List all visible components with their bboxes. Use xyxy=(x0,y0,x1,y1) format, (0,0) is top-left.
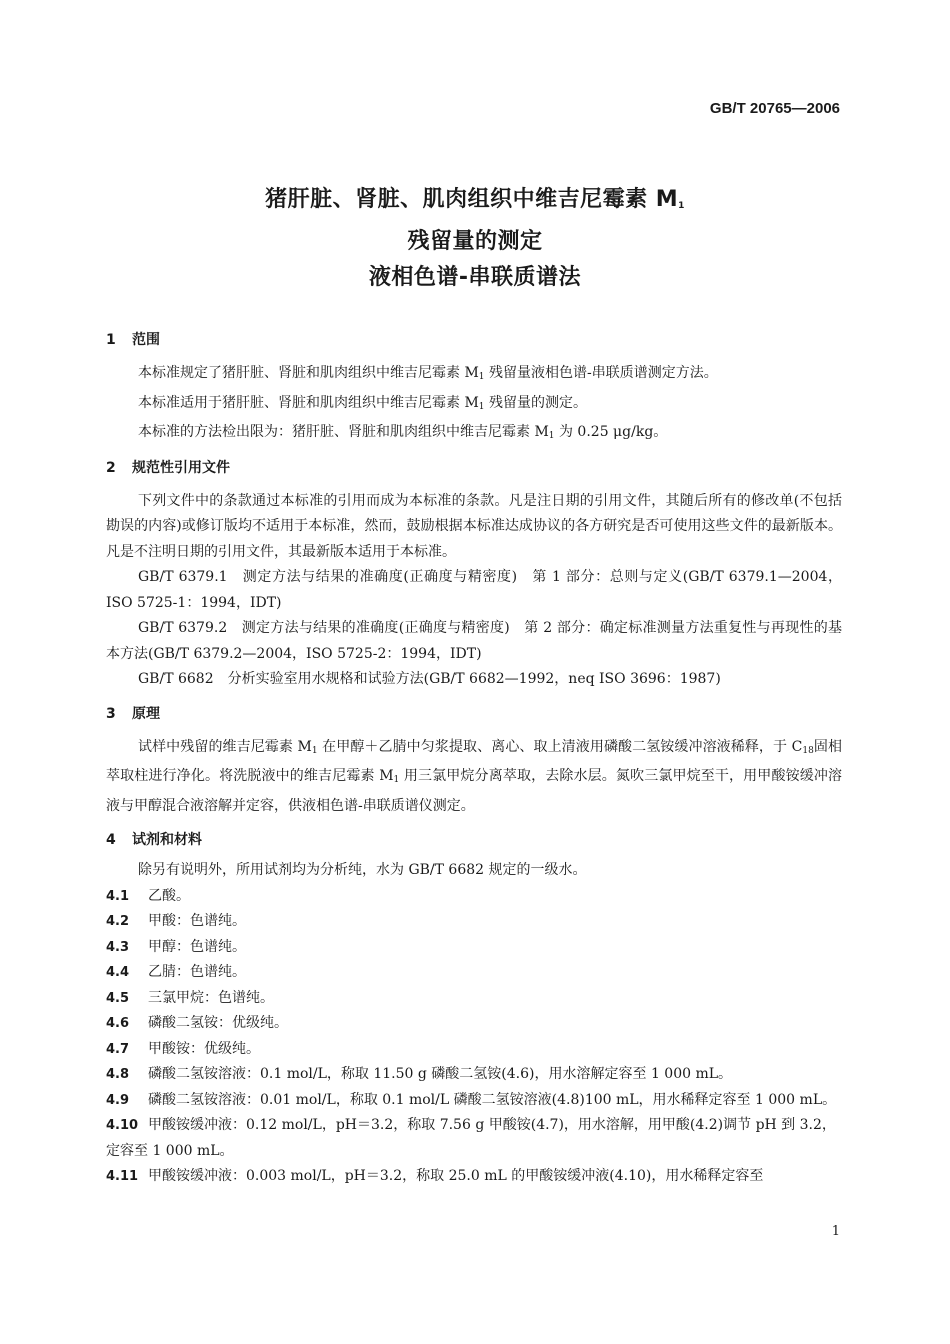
standard-code: GB/T 20765—2006 xyxy=(709,100,840,117)
list-item: 4.10 甲酸铵缓冲液：0.12 mol/L，pH＝3.2，称取 7.56 g 甲酸铵(4.7)，用水溶解，用甲酸(4.2)调节 pH 到 3.2，定容至 1 000 mL。 xyxy=(106,1117,836,1159)
paragraph: 本标准规定了猪肝脏、肾脏和肌肉组织中维吉尼霉素 $M_1$ 残留量液相色谱-串联质谱测定方法。 xyxy=(138,365,718,382)
paragraph: 本标准的方法检出限为：猪肝脏、肾脏和肌肉组织中维吉尼霉素 $M_1$ 为 0.25 μg/kg。 xyxy=(138,424,668,441)
title-line-1: 猪肝脏、肾脏、肌肉组织中维吉尼霉素 $M_1$ xyxy=(265,187,685,212)
document-title xyxy=(0,182,950,296)
paragraph: 试样中残留的维吉尼霉素 $M_1$ 在甲醇＋乙腈中匀浆提取、离心、取上清液用磷酸二氢铵缓冲溶液稀释，于 $C_{18}$固相萃取柱进行净化。将洗脱液中的维吉尼霉素 $M_1$ 用三氯甲烷分离萃取，去除水层。氮吹三氯甲烷至干，用甲酸铵缓冲溶液与甲醇混合液溶解并定容，供液相色谱-串联质谱仪测定。 xyxy=(106,738,842,814)
reference-entry: GB/T 6379.1 测定方法与结果的准确度(正确度与精密度) 第 1 部分：总则与定义(GB/T 6379.1—2004，ISO 5725-1：1994，IDT) xyxy=(106,569,842,611)
list-item: 4.7 甲酸铵：优级纯。 xyxy=(106,1040,260,1057)
paragraph: 下列文件中的条款通过本标准的引用而成为本标准的条款。凡是注日期的引用文件，其随后所有的修改单(不包括勘误的内容)或修订版均不适用于本标准，然而，鼓励根据本标准达成协议的各方研究是否可使用这些文件的最新版本。凡是不注明日期的引用文件，其最新版本适用于本标准。 xyxy=(106,492,842,560)
reference-entry: GB/T 6379.2 测定方法与结果的准确度(正确度与精密度) 第 2 部分：确定标准测量方法重复性与再现性的基本方法(GB/T 6379.2—2004，ISO 5725-2：1994，IDT) xyxy=(106,620,842,662)
page-number: 1 xyxy=(831,1224,840,1239)
list-item: 4.3 甲醇：色谱纯。 xyxy=(106,938,246,955)
list-item: 4.9 磷酸二氢铵溶液：0.01 mol/L，称取 0.1 mol/L 磷酸二氢铵溶液(4.8)100 mL，用水稀释定容至 1 000 mL。 xyxy=(106,1091,837,1108)
list-item: 4.1 乙酸。 xyxy=(106,887,190,904)
section-heading-reagents: 4 试剂和材料 xyxy=(106,832,202,848)
section-heading-scope: 1 范围 xyxy=(106,332,160,348)
title-line-2: 残留量的测定 xyxy=(407,229,543,254)
list-item: 4.5 三氯甲烷：色谱纯。 xyxy=(106,989,274,1006)
list-item: 4.8 磷酸二氢铵溶液：0.1 mol/L，称取 11.50 g 磷酸二氢铵(4.6)，用水溶解定容至 1 000 mL。 xyxy=(106,1066,733,1082)
list-item: 4.6 磷酸二氢铵：优级纯。 xyxy=(106,1015,288,1031)
section-heading-normative-references: 2 规范性引用文件 xyxy=(106,459,230,476)
list-item: 4.11 甲酸铵缓冲液：0.003 mol/L，pH＝3.2，称取 25.0 mL 的甲酸铵缓冲液(4.10)，用水稀释定容至 xyxy=(106,1168,764,1184)
document-body xyxy=(106,328,842,1190)
title-line-3: 液相色谱-串联质谱法 xyxy=(368,265,582,290)
paragraph: 除另有说明外，所用试剂均为分析纯，水为 GB/T 6682 规定的一级水。 xyxy=(138,862,587,878)
section-heading-principle: 3 原理 xyxy=(106,705,160,722)
list-item: 4.2 甲酸：色谱纯。 xyxy=(106,913,246,929)
list-item: 4.4 乙腈：色谱纯。 xyxy=(106,964,246,980)
paragraph: 本标准适用于猪肝脏、肾脏和肌肉组织中维吉尼霉素 $M_1$ 残留量的测定。 xyxy=(138,394,587,412)
reference-entry: GB/T 6682 分析实验室用水规格和试验方法(GB/T 6682—1992，neq ISO 3696：1987) xyxy=(138,671,721,687)
